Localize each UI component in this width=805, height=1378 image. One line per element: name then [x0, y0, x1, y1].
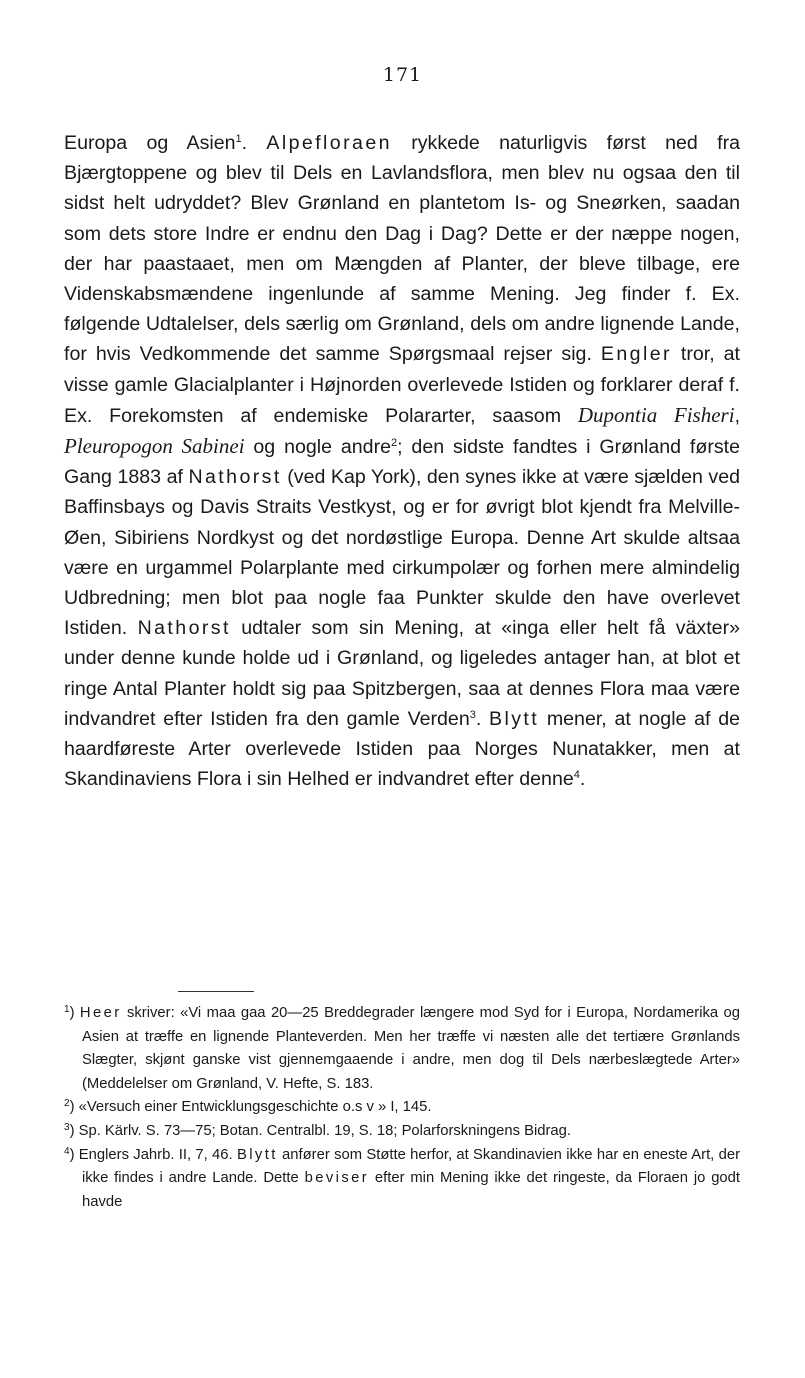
- text-run: anfører som Støtte herfor, at Skandinavien ikke har en eneste Art, der ikke findes i andre Lande. Dette: [82, 1146, 740, 1187]
- footnote-mark: 4: [64, 1145, 70, 1157]
- text-run: ; den sidste fandtes i Grønland første Gang 1883 af: [64, 436, 741, 489]
- footnote-divider: [178, 991, 254, 992]
- text-run: .: [241, 132, 267, 154]
- author-name: Blytt: [489, 707, 540, 730]
- footnote-mark: 2: [64, 1098, 70, 1110]
- body-paragraph: [64, 128, 740, 794]
- footnote-3: [64, 1120, 740, 1144]
- species-name: Dupontia Fisheri: [577, 402, 735, 427]
- author-name: Heer: [79, 1005, 122, 1021]
- text-run: ) Sp. Kärlv. S. 73—75; Botan. Centralbl. 19, S. 18; Polarforskningens Bidrag.: [69, 1122, 572, 1139]
- emphasis-term: Alpefloraen: [266, 132, 392, 154]
- author-name: Nathorst: [137, 617, 231, 640]
- text-run: ): [69, 1005, 80, 1021]
- footnote-ref: 2: [391, 437, 398, 450]
- footnote-4: [64, 1144, 740, 1215]
- text-run: mener, at nogle af de haardføreste Arter overlevede Istiden paa Norges Nunatakker, men at Skandinaviens Flora i sin Helhed er indvandret efter denne: [64, 707, 740, 791]
- footnote-1: [64, 1002, 740, 1096]
- text-run: skriver: «Vi maa gaa 20—25 Breddegrader længere mod Syd for i Europa, Nordamerika og Asien at træffe en lignende Planteverden. Men her træffe vi næsten alle det tertiære Grønlands Slægter, skjønt ganske vist gjennemgaaende i andre, men dog til Dels nærbeslægtede Arter» (Meddelelser om Grønland, V. Hefte, S. 183.: [82, 1005, 740, 1092]
- text-run: Europa og Asien: [64, 132, 236, 154]
- footnote-mark: 1: [64, 1004, 70, 1015]
- footnote-ref: 3: [469, 708, 476, 721]
- author-name: Engler: [600, 343, 672, 366]
- text-run: ) «Versuch einer Entwicklungsgeschichte o.s v » I, 145.: [69, 1099, 432, 1116]
- text-run: (ved Kap York), den synes ikke at være sjælden ved Baffinsbays og Davis Straits Vestkyst, og er for øvrigt blot kjendt fra Melville-Øen, Sibiriens Nordkyst og det nordøstlige Europa. Denne Art skulde altsaa være en urgammel Polarplante med cirkumpolær og forhen mere almindelig Udbredning; men blot paa nogle faa Punkter skulde den have overlevet Istiden.: [64, 466, 740, 640]
- species-name: Pleuropogon Sabinei: [64, 434, 245, 459]
- text-run: og nogle andre: [244, 436, 391, 459]
- author-name: Nathorst: [188, 466, 282, 489]
- text-run: .: [579, 768, 586, 791]
- emphasis-term: beviser: [304, 1170, 370, 1187]
- author-name: Blytt: [236, 1146, 278, 1163]
- footnote-mark: 3: [64, 1121, 70, 1133]
- text-run: efter min Mening ikke det ringeste, da Floraen jo godt havde: [82, 1170, 740, 1210]
- text-run: tror, at visse gamle Glacialplanter i Højnorden overlevede Istiden og forklarer deraf f. Ex. Forekomsten af endemiske Polararter, saasom: [64, 343, 740, 427]
- footnote-2: [64, 1096, 740, 1120]
- footnote-ref: 1: [235, 133, 242, 145]
- page-number: 171: [382, 64, 423, 86]
- footnotes: [64, 1002, 740, 1214]
- text-run: .: [475, 707, 490, 730]
- text-run: ) Englers Jahrb. II, 7, 46.: [69, 1146, 237, 1163]
- text-run: ,: [734, 404, 741, 427]
- text-run: udtaler som sin Mening, at «inga eller helt få växter» under denne kunde holde ud i Grønland, og ligeledes antager han, at blot et ringe Antal Planter holdt sig paa Spitzbergen, saa at dennes Flora maa være indvandret efter Istiden fra den gamle Verden: [64, 617, 740, 730]
- footnote-ref: 4: [573, 769, 580, 782]
- text-run: rykkede naturligvis først ned fra Bjærgtoppene og blev til Dels en Lavlandsflora, men blev nu ogsaa den til sidst helt udryddet? Blev Grønland en plantetom Is- og Sneørken, saadan som dets store Indre er endnu den Dag i Dag? Dette er der næppe nogen, der har paastaaet, men om Mængden af Planter, der bleve tilbage, ere Videnskabsmændene ingenlunde af samme Mening. Jeg finder f. Ex. følgende Udtalelser, dels særlig om Grønland, dels om andre lignende Lande, for hvis Vedkommende det samme Spørgsmaal rejser sig.: [64, 132, 740, 366]
